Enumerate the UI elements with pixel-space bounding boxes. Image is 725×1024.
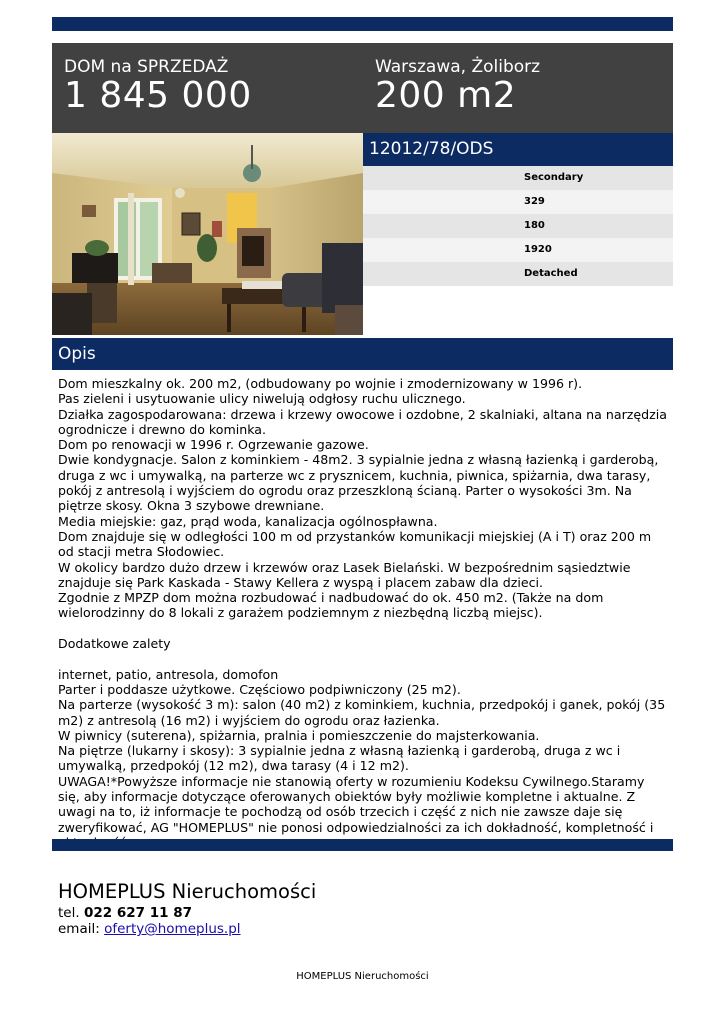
- description-line: Dom po renowacji w 1996 r. Ogrzewanie gazowe.: [58, 437, 369, 453]
- description-line: Na piętrze (lukarny i skosy): 3 sypialnie jedna z własną łazienką i garderobą, druga z wc i umywalką, przedpokój (12 m2), dwa tarasy (4 i 12 m2).: [58, 743, 621, 774]
- detail-row-2: 329: [363, 190, 673, 214]
- description-body: [58, 376, 670, 850]
- email-link[interactable]: oferty@homeplus.pl: [104, 921, 241, 937]
- description-line: internet, patio, antresola, domofon: [58, 666, 279, 682]
- agency-name: HOMEPLUS Nieruchomości: [58, 880, 317, 903]
- description-line: Dom mieszkalny ok. 200 m2, (odbudowany po wojnie i zmodernizowany w 1996 r).: [58, 376, 583, 391]
- top-accent-bar: [52, 17, 673, 31]
- description-line: W piwnicy (suterena), spiżarnia, pralnia i pomieszczenie do majsterkowania.: [58, 727, 540, 743]
- listing-location: Warszawa, Żoliborz: [375, 57, 541, 77]
- description-line: Dodatkowe zalety: [58, 636, 171, 652]
- description-line: Pas zieleni i usytuowanie ulicy niwelują odgłosy ruchu ulicznego.: [58, 391, 466, 407]
- phone-label: tel.: [58, 905, 80, 921]
- description-line: Zgodnie z MPZP dom można rozbudować i nadbudować do ok. 450 m2. (Także na dom wielorodzinny do 8 lokali z garażem podziemnym z niezbędną liczbą miejsc).: [58, 590, 604, 621]
- description-line: Media miejskie: gaz, prąd woda, kanalizacja ogólnospławna.: [58, 513, 438, 529]
- agency-email: [58, 921, 241, 937]
- description-line: UWAGA!*Powyższe informacje nie stanowią oferty w rozumieniu Kodeksu Cywilnego.Staramy się, aby informacje dotyczące oferowanych obiektów były możliwie kompletne i aktualne. Z uwagi na to, iż informacje te pochodzą od osób trzecich i część z nich nie zawsze daje się zweryfikować, AG "HOMEPLUS" nie ponosi odpowiedzialności za ich dokładność, kompletność i: [58, 773, 654, 835]
- detail-row-type: Detached: [363, 262, 673, 286]
- detail-row-year: 1920: [363, 238, 673, 262]
- agency-phone: [58, 905, 192, 921]
- page-footer: HOMEPLUS Nieruchomości: [296, 971, 429, 982]
- description-line: [58, 621, 670, 636]
- description-line: [58, 651, 670, 666]
- listing-header: [52, 43, 673, 133]
- detail-row-market: Secondary: [363, 166, 673, 190]
- description-line: Dom znajduje się w odległości 100 m od przystanków komunikacji miejskiej (A i T) oraz 200 m od stacji metra Słodowiec.: [58, 528, 652, 560]
- description-line: Działka zagospodarowana: drzewa i krzewy owocowe i ozdobne, 2 skalniaki, altana na narzędzia ogrodnicze i drewno do kominka.: [58, 406, 667, 437]
- living-room-photo: [52, 133, 363, 335]
- phone-number[interactable]: 022 627 11 87: [83, 905, 192, 921]
- listing-reference: 12012/78/ODS: [363, 133, 673, 166]
- bottom-accent-bar: [52, 839, 673, 851]
- detail-row-3: 180: [363, 214, 673, 238]
- property-photo: [52, 133, 363, 335]
- description-line: Dwie kondygnacje. Salon z kominkiem - 48m2. 3 sypialnie jedna z własną łazienką i garderobą, druga z wc i umywalką, na parterze wc z prysznicem, kuchnia, piwnica, spiżarnia, dwa tarasy, pokój z antresolą i wyjściem do ogrodu oraz przeszkloną ścianą. Parter o wysokości 3m. Na piętrze skosy. Okna 3 szybowe drewniane.: [58, 452, 659, 514]
- description-heading: Opis: [52, 338, 673, 370]
- listing-area: 200 m2: [375, 75, 517, 116]
- listing-price: 1 845 000: [64, 75, 252, 116]
- description-line: Parter i poddasze użytkowe. Częściowo podpiwniczony (25 m2).: [58, 681, 461, 697]
- email-label: email:: [58, 921, 100, 937]
- listing-type: DOM na SPRZEDAŻ: [64, 57, 229, 77]
- description-line: Na parterze (wysokość 3 m): salon (40 m2) z kominkiem, kuchnia, przedpokój i ganek, pokój (35 m2) z antresolą (16 m2) i wyjściem do ogrodu oraz łazienka.: [58, 697, 666, 728]
- description-line: W okolicy bardzo dużo drzew i krzewów oraz Lasek Bielański. W bezpośrednim sąsiedztwie znajduje się Park Kaskada - Stawy Kellera z wyspą i placem zabaw dla dzieci.: [58, 559, 631, 590]
